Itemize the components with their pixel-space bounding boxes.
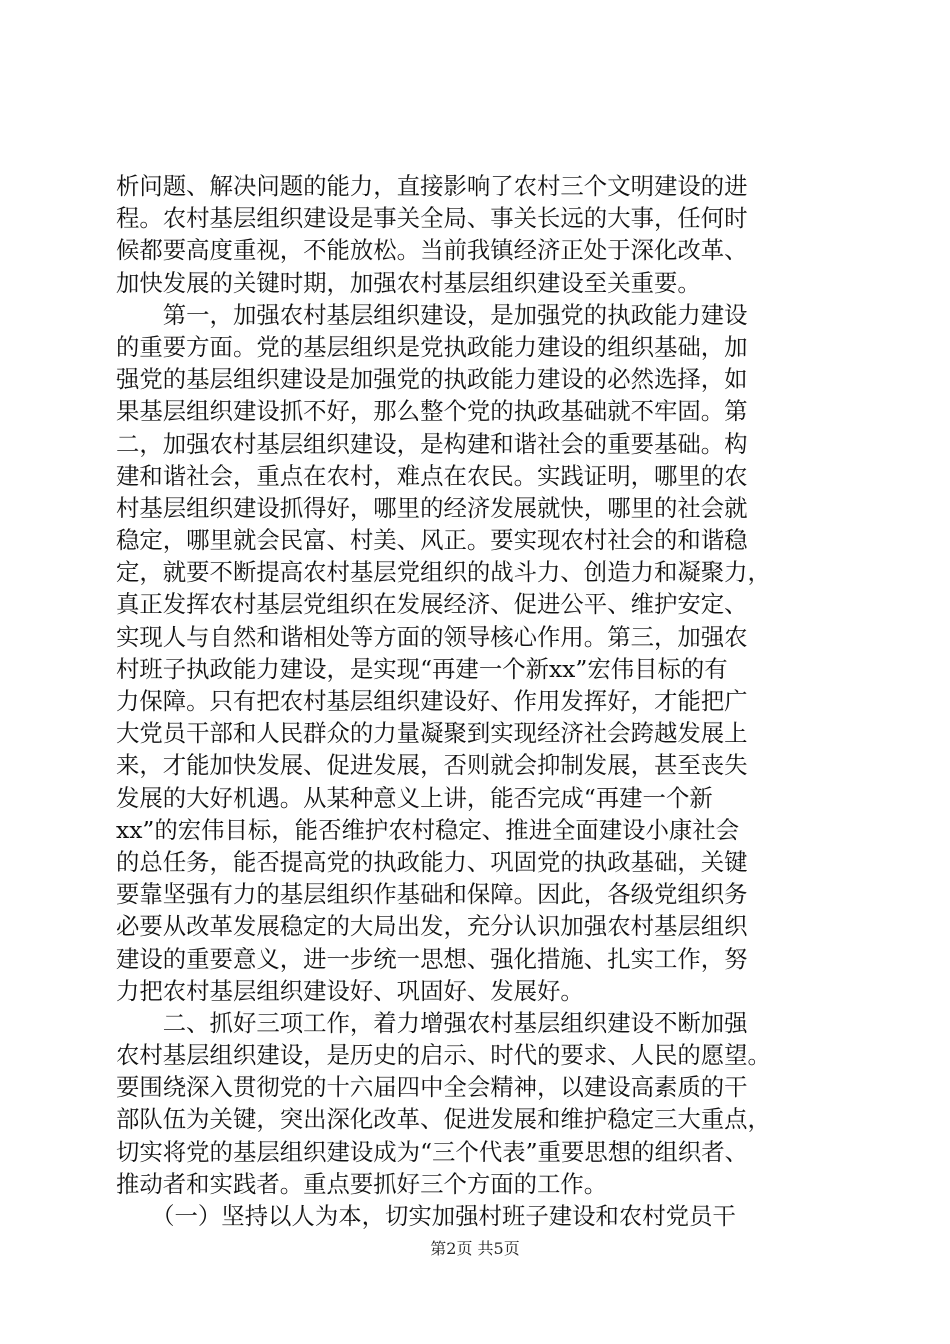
text-line: 建和谐社会，重点在农村，难点在农民。实践证明，哪里的农 bbox=[116, 461, 748, 490]
text-line: （一）坚持以人为本，切实加强村班子建设和农村党员干 bbox=[116, 1202, 736, 1230]
text-line: 农村基层组织建设，是历史的启示、时代的要求、人民的愿望。 bbox=[116, 1041, 771, 1070]
text-line: 二、抓好三项工作，着力增强农村基层组织建设不断加强 bbox=[116, 1008, 748, 1037]
text-line: 强党的基层组织建设是加强党的执政能力建设的必然选择，如 bbox=[116, 365, 748, 394]
text-line: 实现人与自然和谐相处等方面的领导核心作用。第三，加强农 bbox=[116, 622, 748, 651]
document-body bbox=[116, 170, 836, 1232]
text-line: 加快发展的关键时期，加强农村基层组织建设至关重要。 bbox=[116, 268, 701, 297]
text-line: 析问题、解决问题的能力，直接影响了农村三个文明建设的进 bbox=[116, 172, 748, 200]
page-footer: 第2页 共5页 bbox=[430, 1239, 520, 1258]
text-line: 大党员干部和人民群众的力量凝聚到实现经济社会跨越发展上 bbox=[116, 719, 748, 748]
text-line: 要围绕深入贯彻党的十六届四中全会精神，以建设高素质的干 bbox=[116, 1073, 748, 1102]
text-line: 的总任务，能否提高党的执政能力、巩固党的执政基础，关键 bbox=[116, 847, 748, 876]
text-line: 村班子执政能力建设，是实现“再建一个新xx”宏伟目标的有 bbox=[116, 654, 728, 683]
text-line: 切实将党的基层组织建设成为“三个代表”重要思想的组织者、 bbox=[116, 1137, 749, 1166]
text-line: 程。农村基层组织建设是事关全局、事关长远的大事，任何时 bbox=[116, 204, 748, 233]
text-line: 定，就要不断提高农村基层党组织的战斗力、创造力和凝聚力， bbox=[116, 558, 771, 587]
text-line: xx”的宏伟目标，能否维护农村稳定、推进全面建设小康社会 bbox=[116, 815, 740, 844]
text-line: 必要从改革发展稳定的大局出发，充分认识加强农村基层组织 bbox=[116, 912, 748, 941]
text-line: 要靠坚强有力的基层组织作基础和保障。因此，各级党组织务 bbox=[116, 880, 748, 909]
text-line: 村基层组织建设抓得好，哪里的经济发展就快，哪里的社会就 bbox=[116, 493, 748, 522]
text-line: 果基层组织建设抓不好，那么整个党的执政基础就不牢固。第 bbox=[116, 397, 748, 426]
text-line: 部队伍为关键，突出深化改革、促进发展和维护稳定三大重点， bbox=[116, 1105, 771, 1134]
text-line: 稳定，哪里就会民富、村美、风正。要实现农村社会的和谐稳 bbox=[116, 526, 748, 555]
text-line: 推动者和实践者。重点要抓好三个方面的工作。 bbox=[116, 1169, 608, 1198]
text-line: 力保障。只有把农村基层组织建设好、作用发挥好，才能把广 bbox=[116, 687, 748, 715]
text-line: 建设的重要意义，进一步统一思想、强化措施、扎实工作，努 bbox=[116, 944, 748, 973]
text-line: 发展的大好机遇。从某种意义上讲，能否完成“再建一个新 bbox=[116, 783, 713, 812]
text-line: 真正发挥农村基层党组织在发展经济、促进公平、维护安定、 bbox=[116, 590, 748, 619]
text-line: 来，才能加快发展、促进发展，否则就会抑制发展，甚至丧失 bbox=[116, 751, 748, 780]
text-line: 的重要方面。党的基层组织是党执政能力建设的组织基础，加 bbox=[116, 332, 748, 361]
text-line: 候都要高度重视，不能放松。当前我镇经济正处于深化改革、 bbox=[116, 236, 748, 265]
text-line: 第一，加强农村基层组织建设，是加强党的执政能力建设 bbox=[116, 300, 748, 329]
text-line: 力把农村基层组织建设好、巩固好、发展好。 bbox=[116, 976, 584, 1005]
text-line: 二，加强农村基层组织建设，是构建和谐社会的重要基础。构 bbox=[116, 429, 748, 458]
